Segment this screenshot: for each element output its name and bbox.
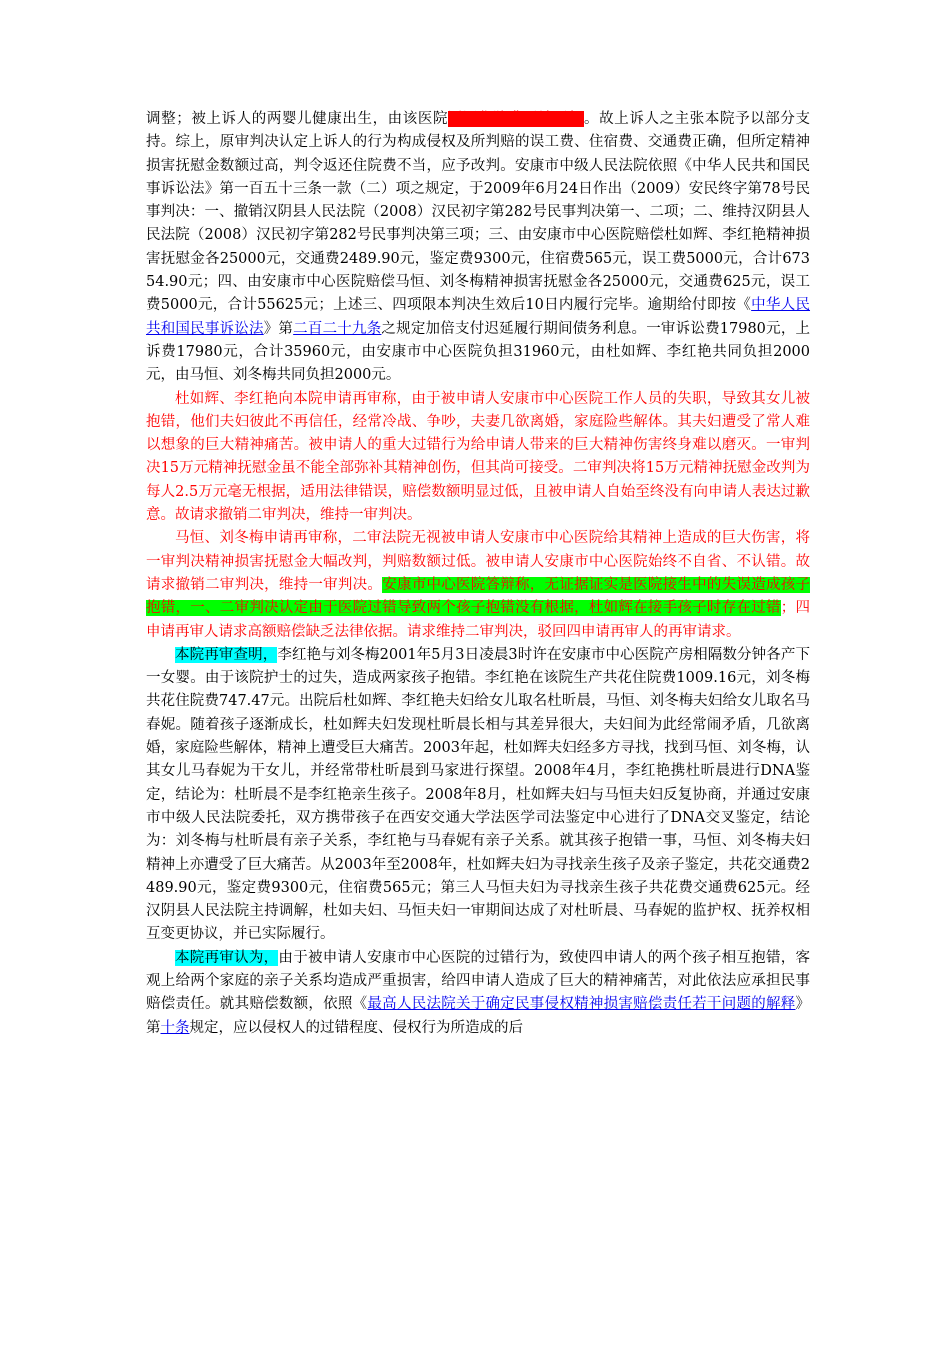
text: 规定，应以侵权人的过错程度、侵权行为所造成的后 bbox=[189, 1019, 523, 1036]
text: ；四申请再审人请求高额赔偿缺乏法律依据。请求维持二审判决，驳回四申请再审人的再审请求。 bbox=[146, 600, 810, 640]
link-judicial-interpretation[interactable]: 最高人民法院关于确定民事侵权精神损害赔偿责任若干问题的解释 bbox=[367, 996, 796, 1013]
paragraph-retrial-findings bbox=[146, 644, 810, 947]
text: 杜如辉、李红艳向本院申请再审称，由于被申请人安康市中心医院工作人员的失职，导致其女儿被抱错，他们夫妇彼此不再信任，经常冷战、争吵，夫妻几欲离婚，家庭险些解体。其夫妇遭受了常人难以想象的巨大精神痛苦。被申请人的重大过错行为给申请人带来的巨大精神伤害终身难以磨灭。一审判决15万元精神抚慰金虽不能全部弥补其精神创伤，但其尚可接受。二审判决将15万元精神抚慰金改判为每人2.5万元毫无根据，适用法律错误，赔偿数额明显过低，且被申请人自始至终没有向申请人表达过歉意。故请求撤销二审判决，维持一审判决。 bbox=[146, 390, 810, 524]
text: 》第 bbox=[146, 996, 810, 1036]
link-article-10[interactable]: 十条 bbox=[160, 1019, 190, 1036]
paragraph-retrial-opinion bbox=[146, 947, 810, 1040]
link-article-229[interactable]: 二百二十九条 bbox=[293, 320, 382, 337]
highlight-cyan: 本院再审查明， bbox=[175, 646, 278, 663]
paragraph-appeal-judgment bbox=[146, 108, 810, 388]
text: 》第 bbox=[263, 320, 294, 337]
paragraph-ma-retrial-application bbox=[146, 527, 810, 643]
text: 之规定加倍支付迟延履行期间债务利息。一审诉讼费17980元，上诉费17980元，合计35960元，由安康市中心医院负担31960元，由杜如辉、李红艳共同负担2000元，由马恒、刘冬梅共同负担2000元。 bbox=[146, 320, 811, 384]
text: 。故上诉人之主张本院予以部分支持。综上，原审判决认定上诉人的行为构成侵权及所判赔的误工费、住宿费、交通费正确，但所定精神损害抚慰金数额过高，判令返还住院费不当，应予改判。安康市中级人民法院依照《中华人民共和国民事诉讼法》第一百五十三条一款（二）项之规定，于2009年6月24日作出（2009）安民终字第78号民事判决：一、撤销汉阴县人民法院（2008）汉民初字第282号民事判决第一、二项；二、维持汉阴县人民法院（2008）汉民初字第282号民事判决第三项；三、由安康市中心医院赔偿杜如辉、李红艳精神损害抚慰金各25000元，交通费2489.90元，鉴定费9300元，住宿费565元，误工费5000元，合计67354.90元；四、由安康市中心医院赔偿马恒、刘冬梅精神损害抚慰金各25000元，交通费625元，误工费5000元，合计55625元；上述三、四项限本判决生效后10日内履行完毕。逾期给付即按《 bbox=[146, 111, 811, 314]
paragraph-du-retrial-application bbox=[146, 388, 810, 528]
highlight-cyan: 本院再审认为， bbox=[175, 949, 279, 966]
highlight-green: 安康市中心医院答辩称，无证据证实是医院接生中的失误造成孩子抱错，一、二审判决认定由于医院过错导致两个孩子抱错没有根据，杜如辉在接手孩子时存在过错 bbox=[146, 576, 811, 617]
document-body bbox=[146, 108, 810, 1040]
text: 调整；被上诉人的两婴儿健康出生，由该医院 bbox=[146, 111, 449, 127]
highlight-red: 返还住院费于法无据 bbox=[448, 111, 585, 127]
text: 由于被申请人安康市中心医院的过错行为，致使四申请人的两个孩子相互抱错，客观上给两个家庭的亲子关系均造成严重损害，给四申请人造成了巨大的精神痛苦，对此依法应承担民事赔偿责任。就其赔偿数额，依照《 bbox=[146, 949, 811, 1013]
text: 马恒、刘冬梅申请再审称，二审法院无视被申请人安康市中心医院给其精神上造成的巨大伤害，将一审判决精神损害抚慰金大幅改判，判赔数额过低。被申请人安康市中心医院始终不自省、不认错。故请求撤销二审判决，维持一审判决。 bbox=[146, 530, 810, 593]
link-civil-procedure-law[interactable]: 中华人民共和国民事诉讼法 bbox=[146, 297, 811, 337]
text: 李红艳与刘冬梅2001年5月3日凌晨3时许在安康市中心医院产房相隔数分钟各产下一女婴。由于该院护士的过失，造成两家孩子抱错。李红艳在该院生产共花住院费1009.16元，刘冬梅共花住院费747.47元。出院后杜如辉、李红艳夫妇给女儿取名杜昕晨，马恒、刘冬梅夫妇给女儿取名马春妮。随着孩子逐渐成长，杜如辉夫妇发现杜昕晨长相与其差异很大，夫妇间为此经常闹矛盾，几欲离婚，家庭险些解体，精神上遭受巨大痛苦。2003年起，杜如辉夫妇经多方寻找，找到马恒、刘冬梅，认其女儿马春妮为干女儿，并经常带杜昕晨到马家进行探望。2008年4月，李红艳携杜昕晨进行DNA鉴定，结论为：杜昕晨不是李红艳亲生孩子。2008年8月，杜如辉夫妇与马恒夫妇反复协商，并通过安康市中级人民法院委托，双方携带孩子在西安交通大学法医学司法鉴定中心进行了DNA交叉鉴定，结论为：刘冬梅与杜昕晨有亲子关系，李红艳与马春妮有亲子关系。就其孩子抱错一事，马恒、刘冬梅夫妇精神上亦遭受了巨大痛苦。从2003年至2008年，杜如辉夫妇为寻找亲生孩子及亲子鉴定，共花交通费2489.90元，鉴定费9300元，住宿费565元；第三人马恒夫妇为寻找亲生孩子共花费交通费625元。经汉阴县人民法院主持调解，杜如夫妇、马恒夫妇一审期间达成了对杜昕晨、马春妮的监护权、抚养权相互变更协议，并已实际履行。 bbox=[146, 646, 811, 943]
